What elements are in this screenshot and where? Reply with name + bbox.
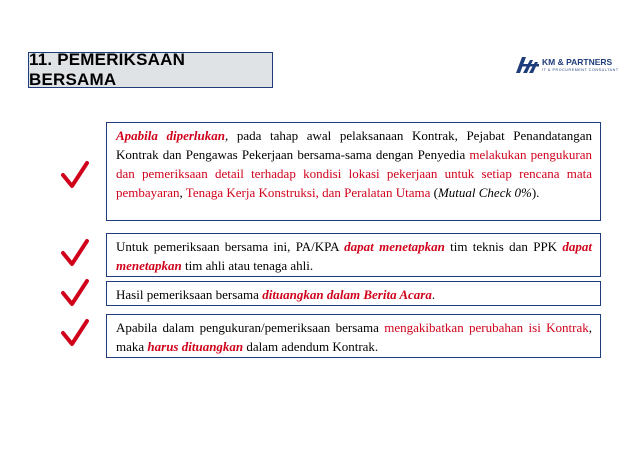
page-title: 11. PEMERIKSAAN BERSAMA bbox=[29, 50, 186, 89]
section-title-box bbox=[28, 52, 273, 88]
emphasis-text: harus dituangkan bbox=[147, 339, 244, 354]
body-text: ). bbox=[531, 185, 540, 200]
body-text: , maka bbox=[116, 320, 592, 354]
body-text: . bbox=[431, 287, 436, 302]
body-text: Apabila dalam pengukuran/pemeriksaan bersama bbox=[116, 320, 385, 335]
paragraph-box-mutual-check bbox=[106, 122, 601, 221]
red-checkmark-icon bbox=[60, 318, 90, 348]
emphasis-text: dapat menetapkan bbox=[116, 239, 592, 273]
highlight-text: mengakibatkan perubahan isi Kontrak bbox=[384, 320, 589, 335]
paragraph-box-berita-acara bbox=[106, 281, 601, 306]
body-text: , bbox=[179, 185, 186, 200]
body-text: Hasil pemeriksaan bersama bbox=[116, 287, 263, 302]
highlight-text: melakukan pengukuran dan pemeriksaan detail terhadap kondisi lokasi pekerjaan untuk setiap rencana mata pembayaran bbox=[116, 147, 593, 200]
body-text: tim teknis dan PPK bbox=[444, 239, 563, 254]
highlight-text: Tenaga Kerja Konstruksi, dan Peralatan Utama bbox=[185, 185, 431, 200]
body-text: dalam adendum Kontrak. bbox=[243, 339, 379, 354]
logo-tagline: IT & PROCUREMENT CONSULTANT bbox=[542, 68, 619, 72]
body-text: ( bbox=[430, 185, 438, 200]
red-checkmark-icon bbox=[60, 278, 90, 308]
emphasis-text: dituangkan dalam Berita Acara bbox=[262, 287, 432, 302]
company-logo bbox=[516, 56, 619, 78]
emphasis-text: Apabila diperlukan bbox=[116, 128, 226, 143]
italic-text: Mutual Check 0% bbox=[437, 185, 532, 200]
paragraph-box-tim-teknis bbox=[106, 233, 601, 277]
paragraph-box-adendum bbox=[106, 314, 601, 358]
red-checkmark-icon bbox=[60, 160, 90, 190]
body-text: Untuk pemeriksaan bersama ini, PA/KPA bbox=[116, 239, 345, 254]
body-text: tim ahli atau tenaga ahli. bbox=[181, 258, 314, 273]
red-checkmark-icon bbox=[60, 238, 90, 268]
body-text: , pada tahap awal pelaksanaan Kontrak, Pejabat Penandatangan Kontrak dan Pengawas Pekerjaan bersama-sama dengan Penyedia bbox=[116, 128, 592, 162]
logo-name: KM & PARTNERS bbox=[542, 57, 613, 67]
km-logo-mark-icon bbox=[516, 56, 540, 74]
emphasis-text: dapat menetapkan bbox=[344, 239, 445, 254]
